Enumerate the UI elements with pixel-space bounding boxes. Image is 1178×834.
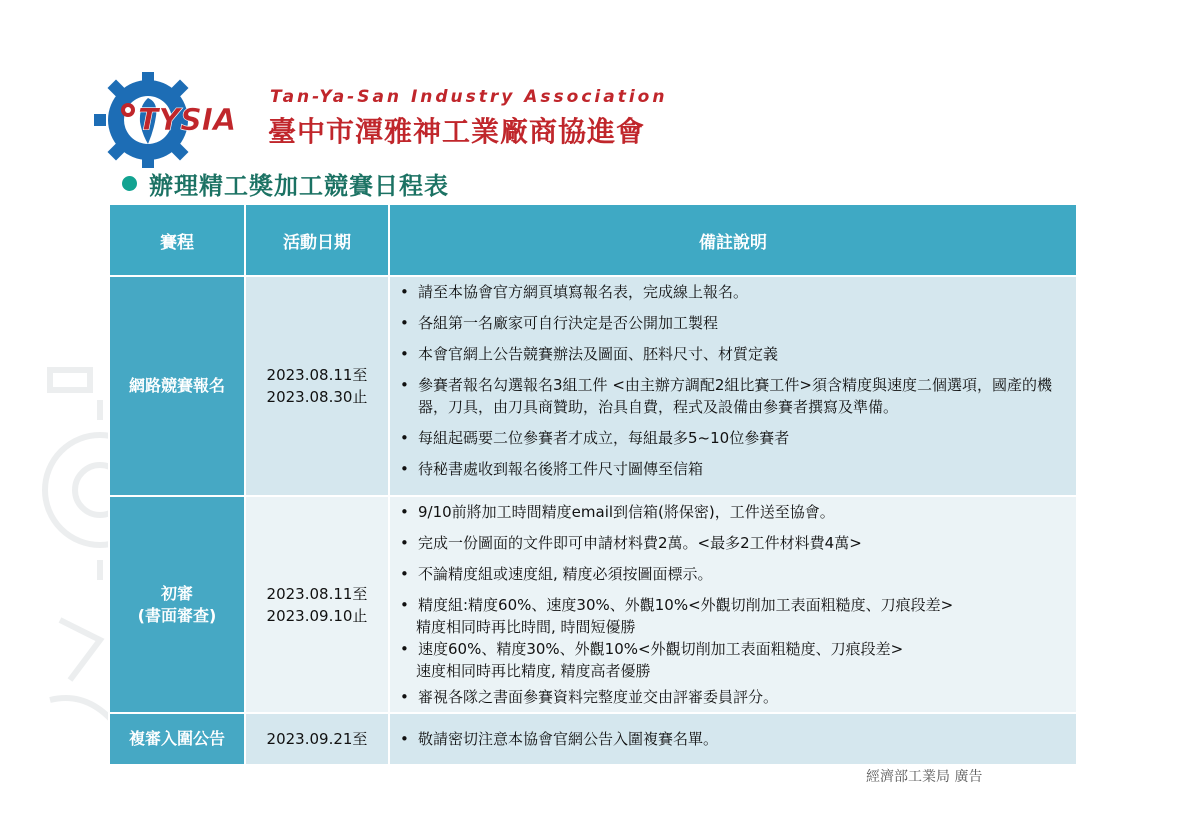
notes-list (394, 281, 1068, 480)
notes-cell (389, 496, 1077, 713)
date-start: 2023.09.21至 (266, 730, 368, 748)
note-item: • 敬請密切注意本協會官網公告入圍複賽名單。 (394, 728, 1068, 750)
note-item: • 請至本協會官方網頁填寫報名表，完成線上報名。 (394, 281, 1068, 303)
note-item: • 本會官網上公告競賽辦法及圖面、胚料尺寸、材質定義 (394, 343, 1068, 365)
association-logo (92, 70, 264, 168)
date-end: 2023.08.30止 (266, 388, 368, 406)
note-item: • 待秘書處收到報名後將工件尺寸圖傳至信箱 (394, 458, 1068, 480)
note-subline: 精度相同時再比時間, 時間短優勝 (416, 618, 636, 636)
note-item: • 精度組:精度60%、速度30%、外觀10%<外觀切削加工表面粗糙度、刀痕段差> 精度相同時再比時間, 時間短優勝 (394, 594, 1068, 638)
table-row (109, 496, 1077, 713)
note-item: • 9/10前將加工時間精度email到信箱(將保密)，工件送至協會。 (394, 501, 1068, 523)
stage-cell (109, 496, 245, 713)
association-name-en: Tan-Ya-San Industry Association (270, 87, 668, 107)
logo-wordmark: TYSIA (138, 103, 237, 138)
stage-cell (109, 713, 245, 765)
column-header-notes: 備註說明 (389, 204, 1077, 276)
schedule-table (108, 203, 1078, 766)
note-item: • 不論精度組或速度組, 精度必須按圖面標示。 (394, 563, 1068, 585)
stage-cell (109, 276, 245, 496)
date-cell (245, 276, 389, 496)
note-item: • 各組第一名廠家可自行決定是否公開加工製程 (394, 312, 1068, 334)
date-cell (245, 713, 389, 765)
date-end: 2023.09.10止 (266, 606, 368, 625)
table-row (109, 276, 1077, 496)
stage-label: 初審 (160, 583, 193, 603)
association-name-zh: 臺中市潭雅神工業廠商協進會 (268, 115, 646, 148)
notes-cell (389, 713, 1077, 765)
stage-sublabel: (書面審查) (137, 605, 217, 625)
note-subline: 速度相同時再比精度, 精度高者優勝 (416, 662, 651, 680)
date-start: 2023.08.11至 (266, 366, 368, 384)
bullet-dot-icon (122, 176, 137, 191)
note-item: • 速度60%、精度30%、外觀10%<外觀切削加工表面粗糙度、刀痕段差> 速度相同時再比精度, 精度高者優勝 (394, 638, 1068, 682)
note-item: • 審視各隊之書面參賽資料完整度並交由評審委員評分。 (394, 686, 1068, 708)
note-item: • 每組起碼要二位參賽者才成立，每組最多5~10位參賽者 (394, 427, 1068, 449)
notes-cell (389, 276, 1077, 496)
section-title-text: 辦理精工獎加工競賽日程表 (149, 171, 449, 200)
stage-label: 網路競賽報名 (128, 376, 225, 395)
column-header-date: 活動日期 (245, 204, 389, 276)
date-start: 2023.08.11至 (266, 584, 368, 603)
table-header-row (109, 204, 1077, 276)
notes-list (394, 728, 1068, 750)
date-cell (245, 496, 389, 713)
sponsor-footnote: 經濟部工業局 廣告 (866, 769, 983, 785)
notes-list (394, 501, 1068, 708)
note-item: • 完成一份圖面的文件即可申請材料費2萬。<最多2工件材料費4萬> (394, 532, 1068, 554)
column-header-stage: 賽程 (109, 204, 245, 276)
note-item: • 參賽者報名勾選報名3組工件 <由主辦方調配2組比賽工件>須含精度與速度二個選項，國產的機器，刀具，由刀具商贊助，治具自費，程式及設備由參賽者撰寫及準備。 (394, 374, 1068, 418)
table-row (109, 713, 1077, 765)
stage-label: 複審入圍公告 (128, 729, 225, 748)
section-title (122, 168, 449, 198)
